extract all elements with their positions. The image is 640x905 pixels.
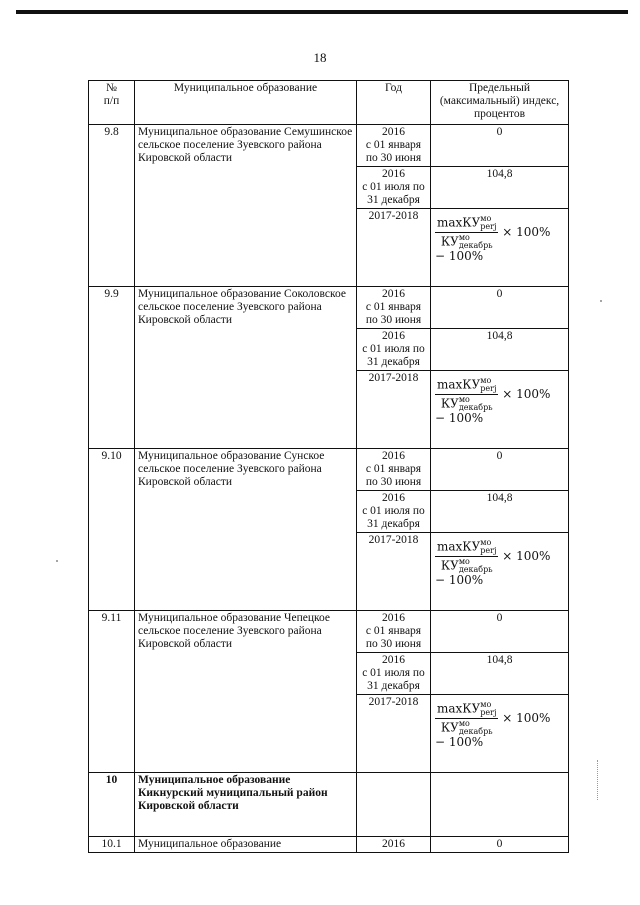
- row-year: 2016: [357, 837, 431, 853]
- period-first-half: [357, 125, 431, 167]
- period-range: с 01 июля по 31 декабря: [362, 343, 425, 368]
- period-range: с 01 января по 30 июня: [365, 625, 422, 650]
- index-second-half: 104,8: [431, 653, 569, 695]
- section-year-empty: [357, 773, 431, 837]
- index-second-half: 104,8: [431, 329, 569, 371]
- section-name: Муниципальное образование Кикнурский муниципальный район Кировской области: [135, 773, 357, 837]
- row-num: 9.9: [89, 287, 135, 449]
- formula-minus: − 100%: [435, 573, 484, 587]
- table-row: [89, 125, 569, 167]
- period-first-half: [357, 449, 431, 491]
- index-formula: [431, 371, 569, 449]
- scan-speck: [600, 300, 602, 302]
- section-num: 10: [89, 773, 135, 837]
- table-row: [89, 837, 569, 853]
- period-first-half: [357, 287, 431, 329]
- row-municipality: Муниципальное образование Чепецкое сельское поселение Зуевского района Кировской области: [135, 611, 357, 773]
- period-year: 2016: [382, 330, 405, 342]
- header-year: Год: [357, 81, 431, 125]
- period-year: 2016: [382, 288, 405, 300]
- period-range: с 01 января по 30 июня: [365, 463, 422, 488]
- formula-multiplier: × 100%: [502, 387, 551, 401]
- index-second-half: 104,8: [431, 167, 569, 209]
- period-range: с 01 января по 30 июня: [365, 139, 422, 164]
- index-formula: [431, 209, 569, 287]
- header-index: Предельный (максимальный) индекс, процентов: [431, 81, 569, 125]
- period-range: с 01 июля по 31 декабря: [362, 667, 425, 692]
- period-2017-2018: 2017-2018: [357, 371, 431, 449]
- formula-minus: − 100%: [435, 411, 484, 425]
- row-municipality: Муниципальное образование Соколовское сельское поселение Зуевского района Кировской области: [135, 287, 357, 449]
- index-formula: [431, 695, 569, 773]
- header-num: № п/п: [89, 81, 135, 125]
- period-2017-2018: 2017-2018: [357, 533, 431, 611]
- formula-fraction: [435, 701, 498, 736]
- formula-denominator: КУ мо декабрь: [440, 557, 493, 574]
- table-header-row: [89, 81, 569, 125]
- period-first-half: [357, 611, 431, 653]
- index-first-half: 0: [431, 611, 569, 653]
- period-second-half: [357, 653, 431, 695]
- formula-numerator: maxКУ мо perj: [437, 700, 497, 717]
- formula-denominator: КУ мо декабрь: [440, 719, 493, 736]
- formula-multiplier: × 100%: [502, 711, 551, 725]
- row-num: 10.1: [89, 837, 135, 853]
- row-num: 9.11: [89, 611, 135, 773]
- formula-numerator: maxКУ мо perj: [437, 214, 497, 231]
- table-row: [89, 287, 569, 329]
- period-year: 2016: [382, 168, 405, 180]
- header-municipality: Муниципальное образование: [135, 81, 357, 125]
- scan-speck: [56, 560, 58, 562]
- period-second-half: [357, 329, 431, 371]
- formula-denominator: КУ мо декабрь: [440, 395, 493, 412]
- table-row: [89, 611, 569, 653]
- row-municipality: Муниципальное образование: [135, 837, 357, 853]
- period-second-half: [357, 167, 431, 209]
- formula-minus: − 100%: [435, 249, 484, 263]
- index-first-half: 0: [431, 287, 569, 329]
- formula-multiplier: × 100%: [502, 549, 551, 563]
- top-border-line: [16, 10, 628, 14]
- formula-multiplier: × 100%: [502, 225, 551, 239]
- period-year: 2016: [382, 492, 405, 504]
- formula-numerator: maxКУ мо perj: [437, 376, 497, 393]
- period-2017-2018: 2017-2018: [357, 209, 431, 287]
- period-year: 2016: [382, 612, 405, 624]
- index-formula: [431, 533, 569, 611]
- index-table: [88, 80, 569, 853]
- period-second-half: [357, 491, 431, 533]
- row-num: 9.10: [89, 449, 135, 611]
- scan-artifact: [597, 760, 600, 800]
- formula-fraction: [435, 377, 498, 412]
- period-year: 2016: [382, 450, 405, 462]
- period-range: с 01 июля по 31 декабря: [362, 181, 425, 206]
- page-number: 18: [313, 50, 327, 65]
- formula-denominator: КУ мо декабрь: [440, 233, 493, 250]
- formula-minus: − 100%: [435, 735, 484, 749]
- period-range: с 01 июля по 31 декабря: [362, 505, 425, 530]
- row-index-value: 0: [431, 837, 569, 853]
- table-row: [89, 449, 569, 491]
- period-2017-2018: 2017-2018: [357, 695, 431, 773]
- index-first-half: 0: [431, 125, 569, 167]
- period-range: с 01 января по 30 июня: [365, 301, 422, 326]
- formula-fraction: [435, 539, 498, 574]
- formula-numerator: maxКУ мо perj: [437, 538, 497, 555]
- row-municipality: Муниципальное образование Семушинское сельское поселение Зуевского района Кировской области: [135, 125, 357, 287]
- period-year: 2016: [382, 126, 405, 138]
- period-year: 2016: [382, 654, 405, 666]
- index-second-half: 104,8: [431, 491, 569, 533]
- section-row: [89, 773, 569, 837]
- index-first-half: 0: [431, 449, 569, 491]
- section-index-empty: [431, 773, 569, 837]
- row-num: 9.8: [89, 125, 135, 287]
- formula-fraction: [435, 215, 498, 250]
- row-municipality: Муниципальное образование Сунское сельское поселение Зуевского района Кировской области: [135, 449, 357, 611]
